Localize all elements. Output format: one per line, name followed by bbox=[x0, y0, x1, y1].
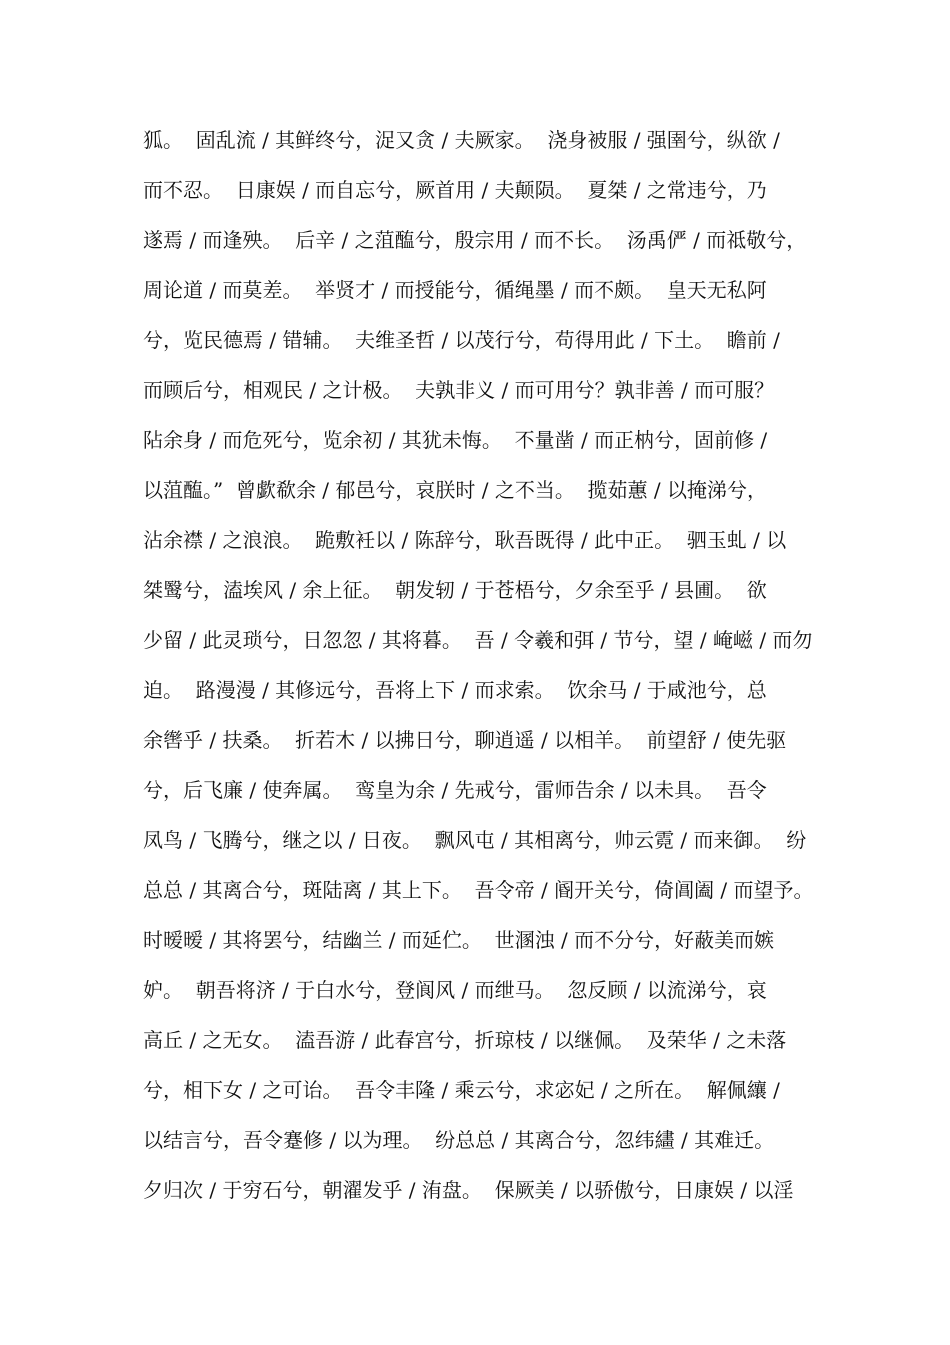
text-line: 夕归次 / 于穷石兮，朝濯发乎 / 洧盘。 保厥美 / 以骄傲兮，日康娱 / 以淫 bbox=[143, 1178, 794, 1202]
text-line: 而不忍。 日康娱 / 而自忘兮，厥首用 / 夫颠陨。 夏桀 / 之常违兮，乃 bbox=[143, 178, 767, 202]
text-line: 少留 / 此灵琐兮，日忽忽 / 其将暮。 吾 / 令羲和弭 / 节兮，望 / 崦嵫 / 而勿 bbox=[143, 628, 813, 652]
text-line: 兮，览民德焉 / 错辅。 夫维圣哲 / 以茂行兮，苟得用此 / 下土。 瞻前 / bbox=[143, 328, 780, 352]
text-line: 凤鸟 / 飞腾兮，继之以 / 日夜。 飘风屯 / 其相离兮，帅云霓 / 而来御。 纷 bbox=[143, 828, 807, 852]
text-line: 兮，后飞廉 / 使奔属。 鸾皇为余 / 先戒兮，雷师告余 / 以未具。 吾令 bbox=[143, 778, 767, 802]
text-line: 以结言兮，吾令蹇修 / 以为理。 纷总总 / 其离合兮，忽纬繣 / 其难迁。 bbox=[143, 1128, 775, 1152]
text-line: 遂焉 / 而逢殃。 后辛 / 之菹醢兮，殷宗用 / 而不长。 汤禹俨 / 而祗敬兮， bbox=[143, 228, 807, 252]
text-line: 周论道 / 而莫差。 举贤才 / 而授能兮，循绳墨 / 而不颇。 皇天无私阿 bbox=[143, 278, 767, 302]
text-line: 迫。 路漫漫 / 其修远兮，吾将上下 / 而求索。 饮余马 / 于咸池兮，总 bbox=[143, 678, 767, 702]
text-line: 妒。 朝吾将济 / 于白水兮，登阆风 / 而绁马。 忽反顾 / 以流涕兮，哀 bbox=[143, 978, 767, 1002]
text-line: 时暧暧 / 其将罢兮，结幽兰 / 而延伫。 世溷浊 / 而不分兮，好蔽美而嫉 bbox=[143, 928, 775, 952]
text-line: 狐。 固乱流 / 其鲜终兮，浞又贪 / 夫厥家。 浇身被服 / 强圉兮，纵欲 / bbox=[143, 128, 780, 152]
text-line: 总总 / 其离合兮，斑陆离 / 其上下。 吾令帝 / 阍开关兮，倚阊阖 / 而望予。 bbox=[143, 878, 814, 902]
text-line: 阽余身 / 而危死兮，览余初 / 其犹未悔。 不量凿 / 而正枘兮，固前修 / bbox=[143, 428, 768, 452]
text-line: 以菹醢。” 曾歔欷余 / 郁邑兮，哀朕时 / 之不当。 揽茹蕙 / 以掩涕兮， bbox=[143, 478, 768, 502]
poem-text-block bbox=[143, 120, 823, 1220]
text-line: 高丘 / 之无女。 溘吾游 / 此春宫兮，折琼枝 / 以继佩。 及荣华 / 之未落 bbox=[143, 1028, 787, 1052]
text-line: 沾余襟 / 之浪浪。 跪敷衽以 / 陈辞兮，耿吾既得 / 此中正。 驷玉虬 / 以 bbox=[143, 528, 787, 552]
text-line: 而顾后兮，相观民 / 之计极。 夫孰非义 / 而可用兮？孰非善 / 而可服？ bbox=[143, 378, 775, 402]
text-line: 桀鹥兮，溘埃风 / 余上征。 朝发轫 / 于苍梧兮，夕余至乎 / 县圃。 欲 bbox=[143, 578, 767, 602]
text-line: 兮，相下女 / 之可诒。 吾令丰隆 / 乘云兮，求宓妃 / 之所在。 解佩纕 / bbox=[143, 1078, 780, 1102]
text-line: 余辔乎 / 扶桑。 折若木 / 以拂日兮，聊逍遥 / 以相羊。 前望舒 / 使先驱 bbox=[143, 728, 787, 752]
